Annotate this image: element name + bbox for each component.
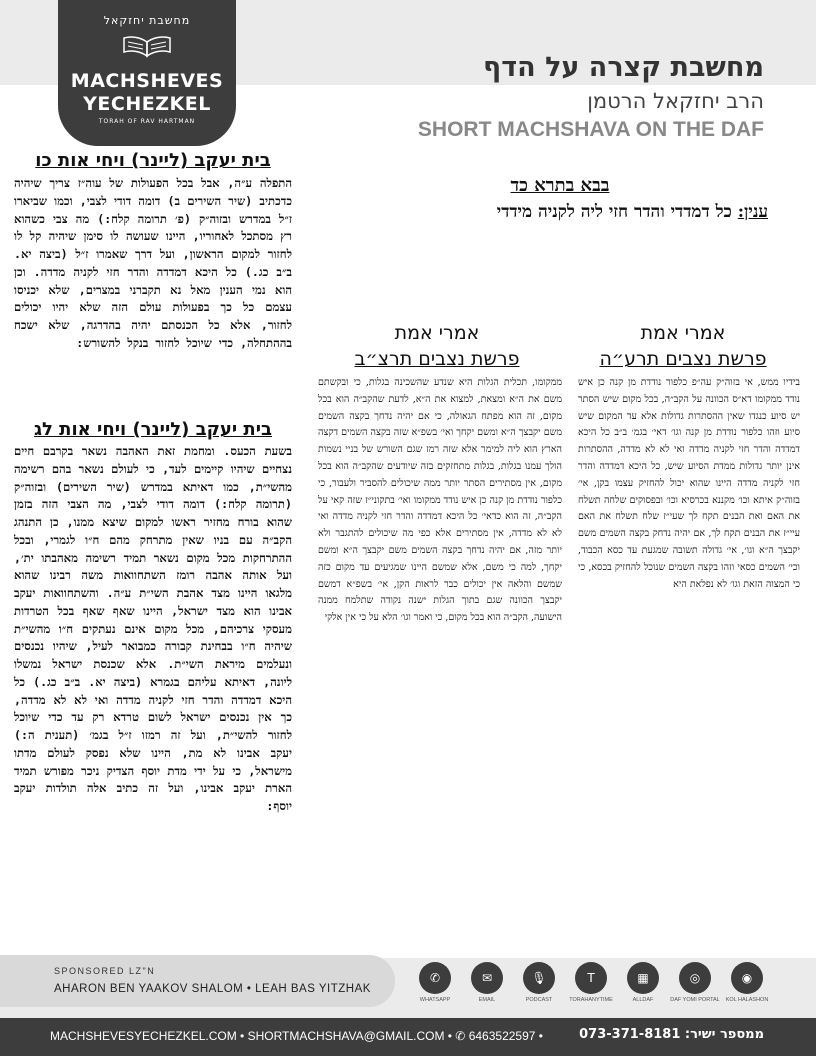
- inyan-text: כל דמדדי והדר חזי ליה לקניה מידדי: [496, 202, 732, 222]
- contact-left[interactable]: MACHSHEVESYECHEZKEL.COM • SHORTMACHSHAVA@GMAIL.COM • ✆ 6463522597 •: [50, 1029, 543, 1043]
- alldaf-icon: ▦: [627, 962, 659, 994]
- logo: [58, 0, 236, 146]
- social-link-whatsapp[interactable]: [409, 962, 461, 1003]
- logo-hebrew: מחשבת יחזקאל: [103, 14, 191, 27]
- left-body-2: בשעת הכעס. ומחמת זאת האהבה נשאר בקרבם חיים נצחיים שיהיו קיימים לעד, כי לעולם נשאר בהם רשימה מהשי״ת, כמו דאיתא במדרש (שיר השירים) ובזוה״ק (תרומה קלח:) דומה דודי לצבי, מה הצבי הזה בזמן שהוא בורח מחזיר ראשו למקום שיצא ממנו, כן התנהג הקב״ה עם בניו שאין מתרחק מהם ח״ו לגמרי, ובכל ההתרחקות מכל מקום נשאר תמיד רשימה מאהבתו ית׳, ועל אותה אהבה רומז השתחוואות משה רבינו שהוא מלגאו היינו מצד אהבת השי״ת ע״ה. והשתחוואות יעקב אבינו הוא מצד ישראל, היינו שאף שאף בכל הטרדות מעסקי צרכיהם, מכל מקום אינם נעתקים ח״ו מהשי״ת שיהיה ח״ו בבחינת קבורה כמבואר לעיל, שיהיו נכנסים ונעלמים מיראת השי״ת. אלא שכנסת ישראל נמשלו ליונה, דאיתא עליהם בגמרא (ביצה יא. ב״ב כג.) כל היכא דמדדה והדר חזי לקניה מדדה ואי לא לא מדדה, כך אין נכנסים ישראל לשום טרדא רק עד כדי שיוכל לחזור להשי״ת, ועל זה רמזו ז״ל בגמ׳ (תענית ה:) יעקב אבינו לא מת, היינו שלא נפסק לעולם מדתו מישראל, כי על ידי מדת יוסף הצדיק ניכר מפורש תמיד הארת יעקב אבינו, ועל זה כתיב אלה תולדות יעקב יוסף:: [14, 444, 292, 813]
- social-label: DAF YOMI PORTAL: [670, 997, 720, 1003]
- kol-halashon-icon: ◉: [731, 962, 763, 994]
- social-link-alldaf[interactable]: [617, 962, 669, 1003]
- author-name: הרב יחזקאל הרטמן: [587, 89, 764, 113]
- social-label: TORAHANYTIME: [569, 997, 613, 1003]
- social-label: KOL HALASHON: [725, 997, 769, 1003]
- social-link-torahanytime[interactable]: [565, 962, 617, 1003]
- social-label: EMAIL: [478, 997, 496, 1003]
- logo-tagline: TORAH OF RAV HARTMAN: [98, 118, 196, 125]
- masechta-title: בבא בתרא כד: [510, 175, 610, 196]
- social-label: PODCAST: [525, 997, 553, 1003]
- podcast-icon: 🎙: [523, 962, 555, 994]
- right-body: בידיו ממש, אי בזוה״ק עה״פ כלפור נודדת מן קנה כן איש נודד ממקומו דא״ס הכוונה על הקב״ה, בכל מקום שיש הסתר יש סיוע כנגדו שאין ההסתרות גדולות אלא עד המקום שיש סיוע וזהו כלפור נודדת מן קנה וגו׳ דאי׳ בגמ׳ ב״ב כל היכא דמדדה והדר חזי לקניה מדדה ואי לא לא מדדה, ההסתרות אינן יותר גדולות ממדת הסיוע שיש, כל היכא דמדדה והדר חזי לקניה מדדה היינו שהוא יכול להחזיק עצמו בקן, אי׳ בזוה״ק איתא וכו׳ מקננא בכרסיא וכו׳ ובפסוקים שלחה תשלח את האם ואת הבנים תקח לך שעי״ז שלח תשלח את האם עיי״ז את הבנים תקח לך, אם יהיה נדחק בקצה השמים משם יקבצך ה״א וגו׳, אי׳ גדולה תשובה שמגעת עד כסא הכבוד, וכי׳ השמים כסאי וזהו בקצה השמים שנוכל להחזיק בכסא, כי כי המצוה הזאת וגו׳ לא נפלאת היא: [578, 377, 800, 590]
- right-heading-2: פרשת נצבים תרע״ה: [599, 348, 767, 370]
- logo-line2: YECHEZKEL: [83, 93, 211, 115]
- middle-heading-1: אמרי אמת: [394, 322, 480, 344]
- contact-phone-hebrew[interactable]: ממספר ישיר: 073-371-8181: [579, 1027, 764, 1042]
- social-label: WHATSAPP: [419, 997, 451, 1003]
- middle-heading-2: פרשת נצבים תרצ״ב: [354, 348, 520, 370]
- page-title: מחשבת קצרה על הדף: [483, 52, 764, 83]
- inyan-line: [497, 202, 768, 222]
- sponsor-names: AHARON BEN YAAKOV SHALOM • LEAH BAS YITZHAK: [54, 983, 371, 995]
- left-heading-2: בית יעקב (ליינר) ויחי אות לג: [33, 419, 273, 440]
- dafyomi-portal-icon: ◎: [679, 962, 711, 994]
- logo-line1: MACHSHEVES: [70, 70, 224, 92]
- sponsor-label: SPONSORED LZ"N: [54, 966, 156, 976]
- contact-bar: [0, 1018, 816, 1056]
- social-label: ALLDAF: [632, 997, 654, 1003]
- inyan-label: ענין:: [737, 202, 768, 222]
- left-body-1: התפלה ע״ה, אבל בכל הפעולות של עוה״ז צריך שיהיה כדכתיב (שיר השירים ב) דומה דודי לצבי, וכמו שביארו ז״ל במדרש ובזוה״ק (פ׳ תרומה קלח:) מה צבי כשהוא רץ מסתכל לאחוריו, היינו שעושה לו סימן שיהיה קל לו לחזור למקום הראשון, ועל דרך שאמרו ז״ל (ביצה יא. ב״ב כג.) כל היכא דמדדה והדר חזי לקניה מדדה. וכן הוא נמי הענין מאל נא תקברני במצרים, שלא יכניסו עצמם כל כך בפעולות עולם הזה שלא יהיו יכולים לחזור, אלא כל הכנסתם יהיה בהדרגה, שלא ישכח בההתחלה, כדי שיוכל לחזור בנקל להשורש:: [14, 176, 292, 350]
- left-heading-1: בית יעקב (ליינר) ויחי אות כו: [35, 150, 271, 171]
- social-link-daf-yomi-portal[interactable]: [669, 962, 721, 1003]
- sponsor-pill: [0, 955, 395, 1007]
- open-book-icon: [122, 34, 172, 60]
- social-link-podcast[interactable]: [513, 962, 565, 1003]
- torahanytime-icon: T: [575, 962, 607, 994]
- email-icon: ✉: [471, 962, 503, 994]
- social-link-kol-halashon[interactable]: [721, 962, 773, 1003]
- whatsapp-icon: ✆: [419, 962, 451, 994]
- english-title: SHORT MACHSHAVA ON THE DAF: [417, 118, 764, 141]
- right-heading-1: אמרי אמת: [640, 322, 726, 344]
- social-link-email[interactable]: [461, 962, 513, 1003]
- middle-body: ממקומו, תכלית הגלות היא שנדע שהשכינה בגלות, כי ובקשתם משם את ה״א ומצאת, למצוא את ה״א, לדעת שהקב״ה הוא בכל מקום, זה הוא מפתח הגאולה, כי אם יהיה נדחך בקצה השמים משם יקבצך ה״א ומשם יקחך ואי׳ בשפ״א שזה בקצה השמים דקצה הארץ הוא ליה למימר אלא שזה רמז שגם השורש של בניי נשמות הולך עמנו בגלות, בגלות מתחזקים בזה שיודעים שהקב״ה הוא בכל מקום, אין מסתירים הסתר יותר ממה שיכולים להסביר ולעבור, כי כלפור נודדת מן קנה כן איש נודד ממקומו ואי׳ בתקוני״ז שזה קאי על הקב״ה, זה הוא כדאי׳ כל היכא דמדדה והדר חזי לקניה מדדה ואי לא לא מדדה, אין מסתירים אלא כפי מה שיכולים להתגבר ולא יותר מזה, אם יהיה נדחך בקצה השמים משם יקבצך ה״א ומשם יקחך, למה כי משם, אלא שמשם היינו שמגיעים עד מקום כזה שמשם והלאה אין יכולים כבר לראות הקן, אי׳ בשפ״א דמשם יקבצך הכוונה שגם בתוך הגלות ישנה נקודה שתלמח ממנה הישועה, הקב״ה הוא בכל מקום, כי ואמר וגו׳ הלא על כי אין אלקי: [318, 377, 562, 624]
